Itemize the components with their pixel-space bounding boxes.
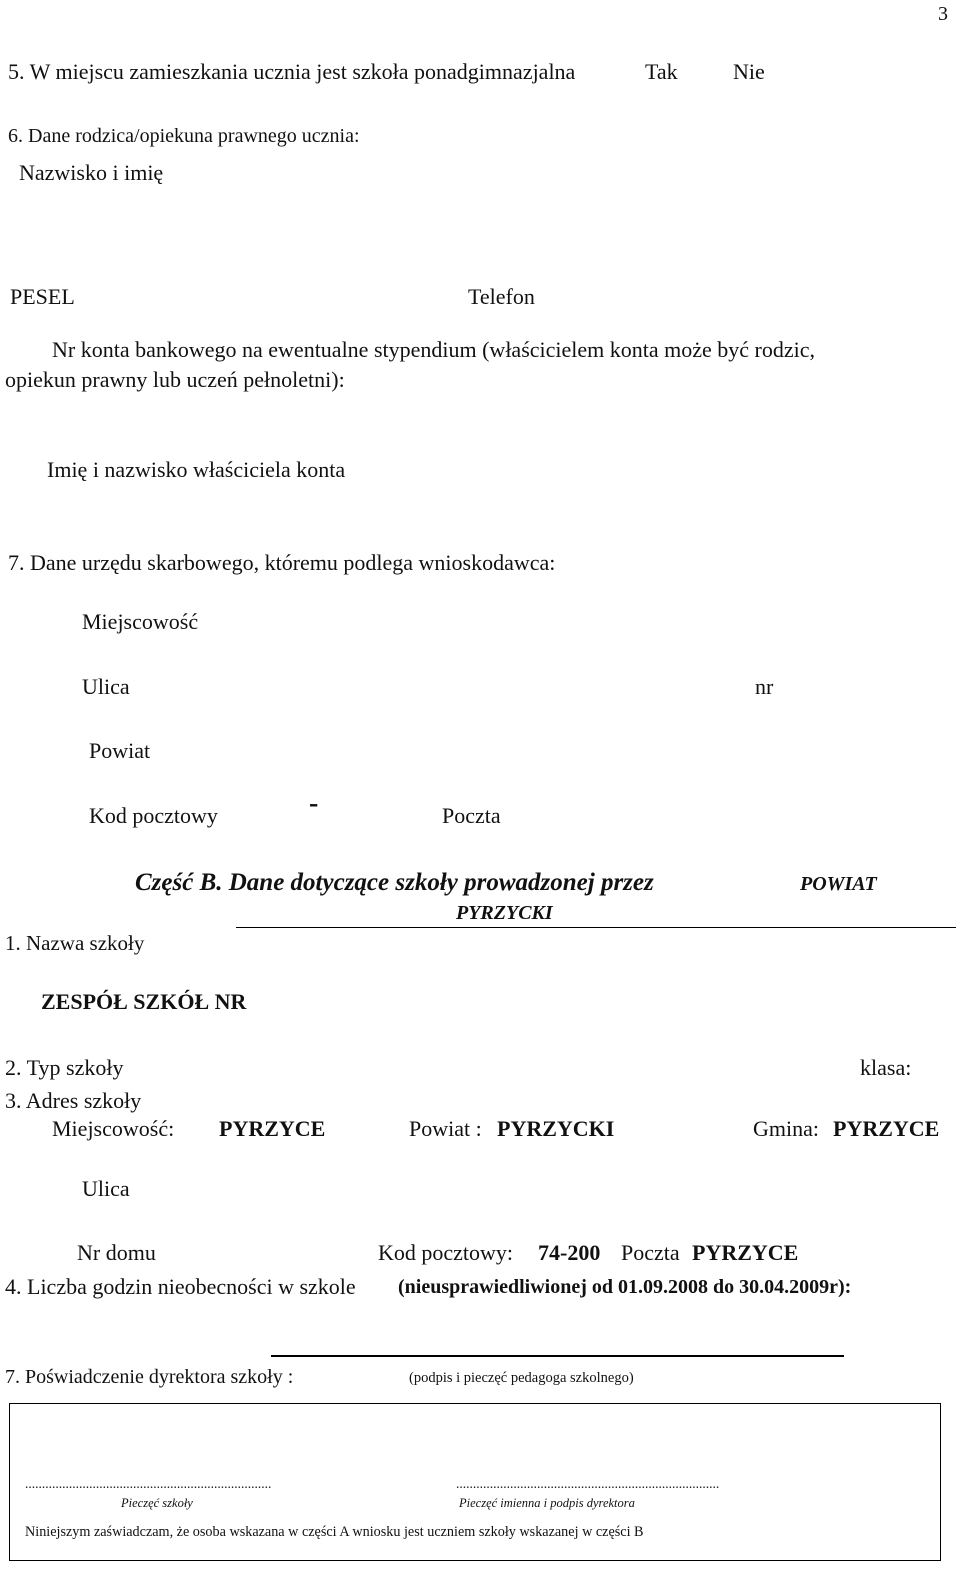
tax-city-label: Miejscowość [82,609,199,634]
q5-option-no[interactable]: Nie [733,59,765,84]
tax-street-label: Ulica [82,674,130,699]
stamp-director-label: Pieczęć imienna i podpis dyrektora [459,1496,635,1510]
guardian-name-label: Nazwisko i imię [19,160,164,185]
bank-account-label-line2: opiekun prawny lub uczeń pełnoletni): [5,367,345,392]
school-postcode-label: Kod pocztowy: [378,1240,514,1265]
absence-label: 4. Liczba godzin nieobecności w szkole [5,1274,356,1299]
stamp-school-dots: ......................................................................... [25,1476,272,1491]
phone-label: Telefon [468,284,535,309]
school-postcode-value: 74-200 [538,1240,601,1265]
school-house-label: Nr domu [77,1240,156,1265]
school-type-label: 2. Typ szkoły [5,1055,124,1080]
school-name-value: ZESPÓŁ SZKÓŁ NR [41,989,247,1014]
stamp-director-dots: .............................................................................. [456,1476,720,1491]
part-b-powiat: POWIAT [800,873,877,895]
school-county-value: PYRZYCKI [497,1116,615,1141]
school-commune-value: PYRZYCE [833,1116,940,1141]
part-b-underline [236,927,956,928]
class-label: klasa: [860,1055,912,1080]
bank-account-label-line1: Nr konta bankowego na ewentualne stypendium (właścicielem konta może być rodzic, [52,337,816,362]
page-number: 3 [938,3,948,25]
stamp-school-label: Pieczęć szkoły [121,1496,193,1510]
absence-period: (nieusprawiedliwionej od 01.09.2008 do 30.04.2009r): [398,1276,852,1298]
tax-post-label: Poczta [442,803,501,828]
school-city-value: PYRZYCE [219,1116,326,1141]
signature-line [271,1355,844,1357]
q5-text: 5. W miejscu zamieszkania ucznia jest szkoła ponadgimnazjalna [8,59,576,84]
tax-postcode-label: Kod pocztowy [89,803,218,828]
tax-office-heading: 7. Dane urzędu skarbowego, któremu podlega wnioskodawca: [8,550,556,575]
certificate-statement: Niniejszym zaświadczam, że osoba wskazana w części A wniosku jest uczniem szkoły wskazanej w części B [25,1524,644,1540]
certificate-label: 7. Poświadczenie dyrektora szkoły : [5,1366,294,1388]
part-b-pyrzycki: PYRZYCKI [456,902,553,924]
q6-heading: 6. Dane rodzica/opiekuna prawnego ucznia: [8,125,360,147]
q5-option-yes[interactable]: Tak [645,59,678,84]
tax-nr-label: nr [755,674,774,699]
postcode-dash: - [309,788,319,819]
account-owner-label: Imię i nazwisko właściciela konta [47,457,346,482]
part-b-title: Część B. Dane dotyczące szkoły prowadzonej przez [135,869,654,896]
tax-county-label: Powiat [89,738,151,763]
school-commune-label: Gmina: [753,1116,819,1141]
school-post-label: Poczta [621,1240,680,1265]
school-name-label: 1. Nazwa szkoły [5,931,145,955]
school-street-label: Ulica [82,1176,130,1201]
pesel-label: PESEL [10,284,75,309]
school-address-label: 3. Adres szkoły [5,1088,142,1113]
school-post-value: PYRZYCE [692,1240,799,1265]
signature-note: (podpis i pieczęć pedagoga szkolnego) [409,1370,634,1386]
school-city-label: Miejscowość: [52,1116,175,1141]
school-county-label: Powiat : [409,1116,482,1141]
